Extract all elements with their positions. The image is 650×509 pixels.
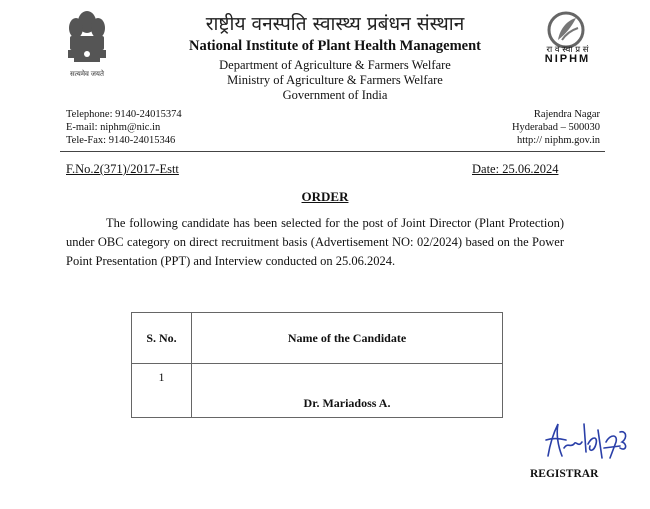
institute-title-hindi: राष्ट्रीय वनस्पति स्वास्थ्य प्रबंधन संस्थान: [205, 13, 465, 35]
ministry-line: Ministry of Agriculture & Farmers Welfare: [227, 73, 443, 87]
order-date: Date: 25.06.2024: [472, 162, 559, 176]
contact-details: [66, 108, 182, 147]
logo-text-hindi: रा व स्वा प्र सं: [546, 45, 589, 55]
website: http:// niphm.gov.in: [516, 135, 600, 146]
file-number: F.No.2(371)/2017-Estt: [66, 162, 179, 176]
candidate-table: [131, 312, 503, 418]
order-heading: ORDER: [301, 189, 349, 204]
candidate-name-header: Name of the Candidate: [192, 313, 503, 364]
registrar-designation: REGISTRAR: [530, 468, 599, 480]
department-line: Department of Agriculture & Farmers Welfare: [219, 58, 451, 72]
candidate-name-cell: Dr. Mariadoss A.: [192, 364, 503, 418]
table-row: [132, 364, 503, 418]
logo-text-english: NIPHM: [544, 53, 591, 65]
address-details: [440, 108, 600, 147]
header-divider: [60, 151, 605, 152]
emblem-motto: सत्यमेव जयते: [70, 70, 104, 78]
sno-cell: 1: [132, 364, 192, 418]
telephone: Telephone: 9140-24015374: [66, 109, 182, 120]
government-line: Government of India: [282, 88, 388, 102]
handwritten-signature: [540, 418, 630, 463]
order-body: The following candidate has been selected for the post of Joint Director (Plant Protection) under OBC category on direct recruitment basis (Advertisement NO: 02/2024) based on the Power Point Presentation (PPT) and Interview conducted on 25.06.2024.: [66, 216, 564, 268]
address-line-1: Rajendra Nagar: [533, 109, 600, 120]
sno-header: S. No.: [132, 313, 192, 364]
email: E-mail: niphm@nic.in: [66, 122, 161, 133]
table-header-row: [132, 313, 503, 364]
institute-title-english: National Institute of Plant Health Management: [189, 38, 481, 54]
address-line-2: Hyderabad – 500030: [511, 122, 600, 133]
telefax: Tele-Fax: 9140-24015346: [66, 135, 176, 146]
